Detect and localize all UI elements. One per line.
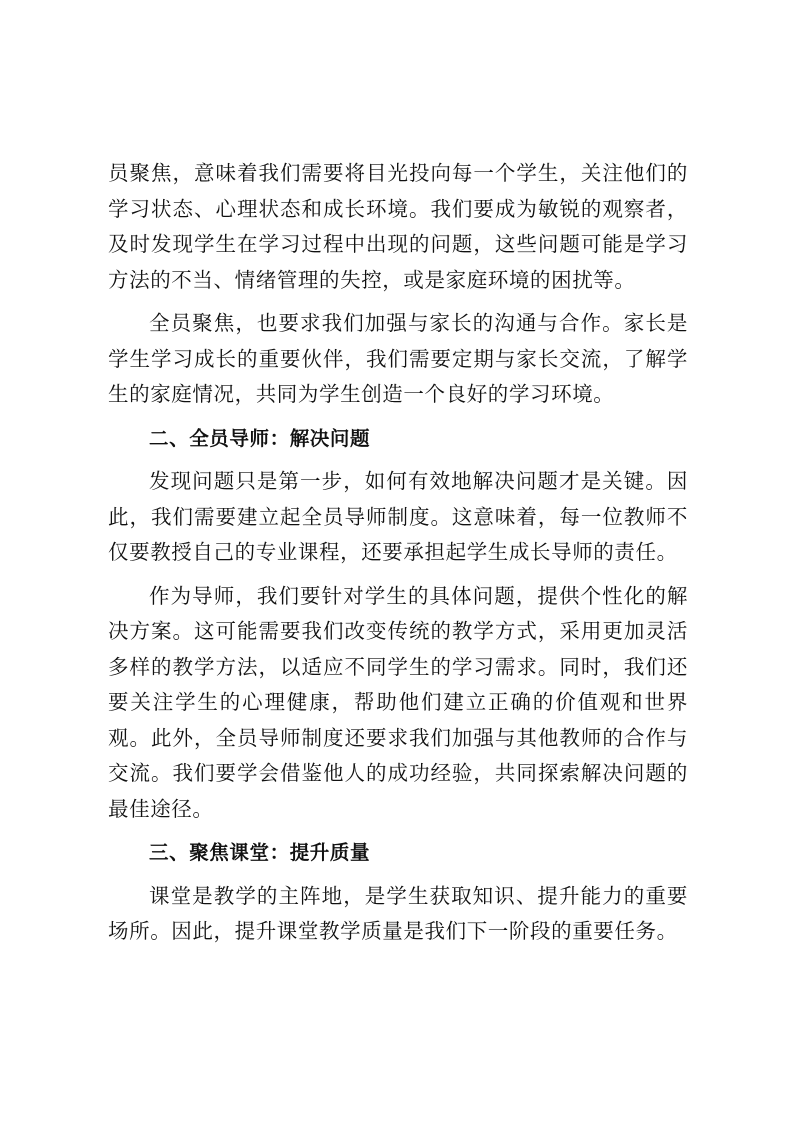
paragraph-classroom: 课堂是教学的主阵地，是学生获取知识、提升能力的重要场所。因此，提升课堂教学质量是我们下一阶段的重要任务。 bbox=[108, 883, 688, 943]
section-heading-3: 三、聚焦课堂：提升质量 bbox=[149, 841, 371, 864]
paragraph-mentor-role: 作为导师，我们要针对学生的具体问题，提供个性化的解决方案。这可能需要我们改变传统的教学方式，采用更加灵活多样的教学方法，以适应不同学生的学习需求。同时，我们还要关注学生的心理健康，帮助他们建立正确的价值观和世界观。此外，全员导师制度还要求我们加强与其他教师的合作与交流。我们要学会借鉴他人的成功经验，共同探索解决问题的最佳途径。 bbox=[108, 583, 688, 821]
paragraph-mentor-system: 发现问题只是第一步，如何有效地解决问题才是关键。因此，我们需要建立起全员导师制度。这意味着，每一位教师不仅要教授自己的专业课程，还要承担起学生成长导师的责任。 bbox=[108, 469, 688, 564]
paragraph-continuation: 员聚焦，意味着我们需要将目光投向每一个学生，关注他们的学习状态、心理状态和成长环境。我们要成为敏锐的观察者，及时发现学生在学习过程中出现的问题，这些问题可能是学习方法的不当、情绪管理的失控，或是家庭环境的困扰等。 bbox=[108, 161, 688, 292]
document-body bbox=[108, 156, 688, 958]
section-heading-2: 二、全员导师：解决问题 bbox=[149, 426, 371, 450]
paragraph-parent-communication: 全员聚焦，也要求我们加强与家长的沟通与合作。家长是学生学习成长的重要伙伴，我们需要定期与家长交流，了解学生的家庭情况，共同为学生创造一个良好的学习环境。 bbox=[108, 311, 688, 406]
